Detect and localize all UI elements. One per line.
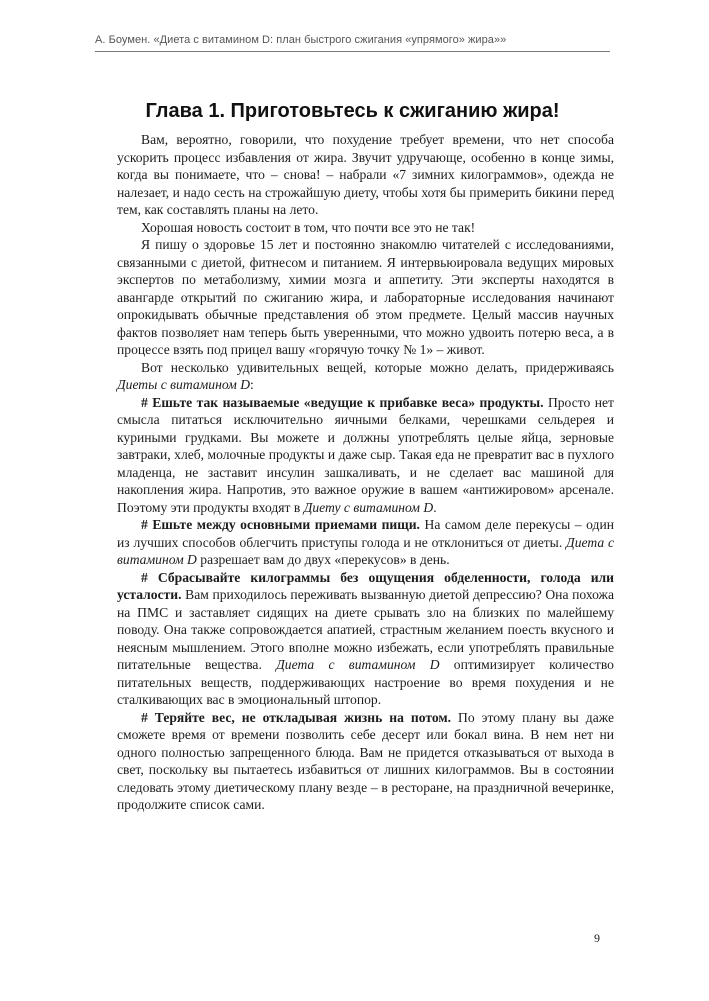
body-text xyxy=(117,131,614,814)
paragraph xyxy=(117,359,614,394)
paragraph-text: Вот несколько удивительных вещей, которые можно делать, придерживаясь xyxy=(141,359,614,375)
paragraph xyxy=(117,569,614,709)
paragraph xyxy=(117,516,614,569)
bold-lead: # Ешьте так называемые «ведущие к прибавке веса» продукты. xyxy=(141,394,544,410)
bold-lead: # Теряйте вес, не откладывая жизнь на потом. xyxy=(141,709,452,725)
paragraph xyxy=(117,131,614,219)
paragraph xyxy=(117,709,614,814)
italic-term: Диеты с витамином D xyxy=(117,377,251,392)
paragraph-text: Я пишу о здоровье 15 лет и постоянно знакомлю читателей с исследованиями, связанными с диетой, фитнесом и питанием. Я интервьюировала ведущих мировых экспертов по метаболизму, химии мозга и аппетиту. Эти эксперты находятся в авангарде открытий по сжиганию жира, и лабораторные исследования начинают опрокидывать обычные представления об этом предмете. Целый массив научных фактов позволяет нам теперь быть уверенными, что можно удвоить потерю веса, а в процессе взять под прицел вашу «горячую точку № 1» – живот. xyxy=(117,237,614,357)
paragraph-text-after: оптимизирует количество питательных веществ, поддерживающих настроение во время похудения и не сталкивающих вас в эмоциональный штопор. xyxy=(117,657,614,707)
paragraph-text: Вам, вероятно, говорили, что похудение требует времени, что нет способа ускорить процесс избавления от жира. Звучит удручающе, особенно в конце зимы, когда вы понимаете, что – снова! – набрали «7 зимних килограммов», одежда не налезает, и надо сесть на строжайшую диету, чтобы хотя бы примерить бикини перед тем, как составлять планы на лето. xyxy=(117,132,614,217)
paragraph xyxy=(117,219,614,237)
paragraph-text: Хорошая новость состоит в том, что почти все это не так! xyxy=(141,219,476,235)
paragraph-text: По этому плану вы даже сможете время от времени позволить себе десерт или бокал вина. В нем нет ни одного полностью запрещенного блюда. Вам не придется отказываться от выхода в свет, поскольку вы пытаетесь избавиться от лишних килограммов. Вы в состоянии следовать этому диетическому плану везде – в ресторане, на праздничной вечеринке, продолжите список сами. xyxy=(117,709,614,812)
italic-term: Диета с витамином D xyxy=(276,657,440,672)
paragraph xyxy=(117,236,614,359)
running-header: А. Боумен. «Диета с витамином D: план быстрого сжигания «упрямого» жира»» xyxy=(95,34,507,46)
paragraph-text: Просто нет смысла питаться исключительно яичными белками, черешками сельдерея и куриными грудками. Вы можете и должны употреблять целые яйца, зерновые завтраки, хлеб, молочные продукты и даже сыр. Такая еда не превратит вас в пухлого младенца, не заставит инсулин зашкаливать, и не сделает вас машиной для накопления жира. Напротив, это важное оружие в вашем «антижировом» арсенале. Поэтому эти продукты входят в xyxy=(117,394,614,515)
paragraph-text: Вам приходилось переживать вызванную диетой депрессию? Она похожа на ПМС и заставляет сидящих на диете срывать зло на близких по малейшему поводу. Она также сопровождается апатией, страстным желанием поесть вкусного и неясным мышлением. Этого вполне можно избежать, если употреблять правильные питательные вещества. xyxy=(117,587,614,672)
italic-term: Диету с витамином D xyxy=(303,499,434,515)
bold-lead: # Сбрасывайте килограммы без ощущения обделенности, голода или усталости. xyxy=(117,569,614,602)
chapter-title: Глава 1. Приготовьтесь к сжиганию жира! xyxy=(145,100,560,122)
italic-term: Диета с витамином D xyxy=(117,534,614,567)
bold-lead: # Ешьте между основными приемами пищи. xyxy=(141,517,420,532)
paragraph-text-after: . xyxy=(433,499,437,515)
paragraph-text: На самом деле перекусы – один из лучших способов облегчить приступы голода и не отклониться от диеты. xyxy=(117,517,614,550)
paragraph-text-after: : xyxy=(250,377,254,392)
header-rule xyxy=(95,51,610,52)
paragraph xyxy=(117,394,614,517)
paragraph-text-after: разрешает вам до двух «перекусов» в день. xyxy=(196,552,450,567)
page-number: 9 xyxy=(594,931,600,945)
